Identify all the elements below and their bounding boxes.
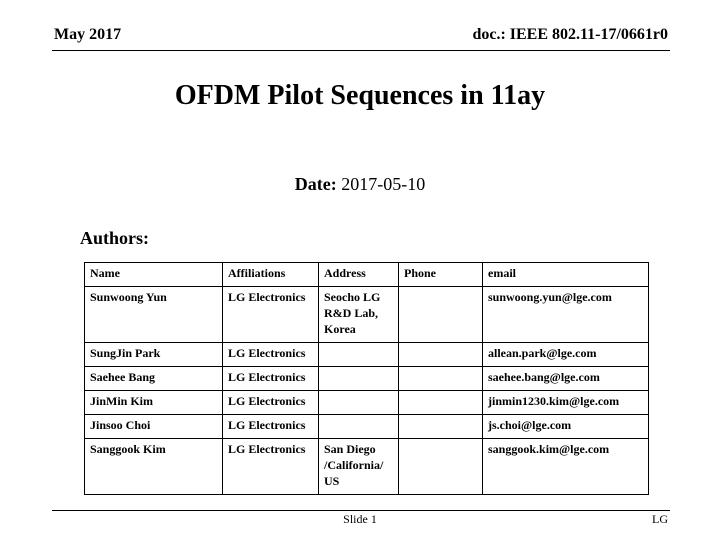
- cell-affiliation: LG Electronics: [223, 391, 319, 415]
- table-row: [85, 415, 649, 439]
- cell-address: San Diego /California/ US: [319, 439, 399, 495]
- cell-affiliation: LG Electronics: [223, 287, 319, 343]
- cell-phone: [399, 343, 483, 367]
- cell-address: [319, 415, 399, 439]
- cell-email: allean.park@lge.com: [483, 343, 649, 367]
- cell-affiliation: LG Electronics: [223, 415, 319, 439]
- cell-name: Jinsoo Choi: [85, 415, 223, 439]
- table-row: [85, 343, 649, 367]
- cell-email: saehee.bang@lge.com: [483, 367, 649, 391]
- date-label: Date:: [294, 174, 337, 194]
- header-divider: [52, 50, 670, 51]
- header-doc-id: doc.: IEEE 802.11-17/0661r0: [472, 26, 668, 43]
- cell-name: JinMin Kim: [85, 391, 223, 415]
- column-header-email: email: [483, 263, 649, 287]
- cell-phone: [399, 367, 483, 391]
- column-header-affiliations: Affiliations: [223, 263, 319, 287]
- cell-affiliation: LG Electronics: [223, 439, 319, 495]
- cell-address: [319, 391, 399, 415]
- column-header-name: Name: [85, 263, 223, 287]
- slide-number: Slide 1: [343, 512, 377, 526]
- column-header-phone: Phone: [399, 263, 483, 287]
- table-row: [85, 439, 649, 495]
- table-row: [85, 287, 649, 343]
- footer-divider: [52, 510, 670, 511]
- table-header-row: [85, 263, 649, 287]
- cell-email: js.choi@lge.com: [483, 415, 649, 439]
- cell-address: [319, 343, 399, 367]
- cell-name: Sunwoong Yun: [85, 287, 223, 343]
- table-row: [85, 391, 649, 415]
- slide-title: OFDM Pilot Sequences in 11ay: [174, 80, 546, 111]
- cell-name: Saehee Bang: [85, 367, 223, 391]
- cell-affiliation: LG Electronics: [223, 367, 319, 391]
- cell-phone: [399, 415, 483, 439]
- cell-name: Sanggook Kim: [85, 439, 223, 495]
- date-value: 2017-05-10: [341, 174, 426, 194]
- cell-phone: [399, 287, 483, 343]
- table-row: [85, 367, 649, 391]
- column-header-address: Address: [319, 263, 399, 287]
- date-line: [0, 174, 720, 195]
- authors-heading: Authors:: [80, 228, 150, 248]
- cell-email: sunwoong.yun@lge.com: [483, 287, 649, 343]
- cell-phone: [399, 439, 483, 495]
- cell-name: SungJin Park: [85, 343, 223, 367]
- cell-phone: [399, 391, 483, 415]
- cell-affiliation: LG Electronics: [223, 343, 319, 367]
- cell-address: [319, 367, 399, 391]
- authors-table: [84, 262, 649, 495]
- cell-email: sanggook.kim@lge.com: [483, 439, 649, 495]
- cell-email: jinmin1230.kim@lge.com: [483, 391, 649, 415]
- header-date: May 2017: [54, 26, 122, 43]
- cell-address: Seocho LG R&D Lab, Korea: [319, 287, 399, 343]
- footer-org: LG: [652, 512, 668, 526]
